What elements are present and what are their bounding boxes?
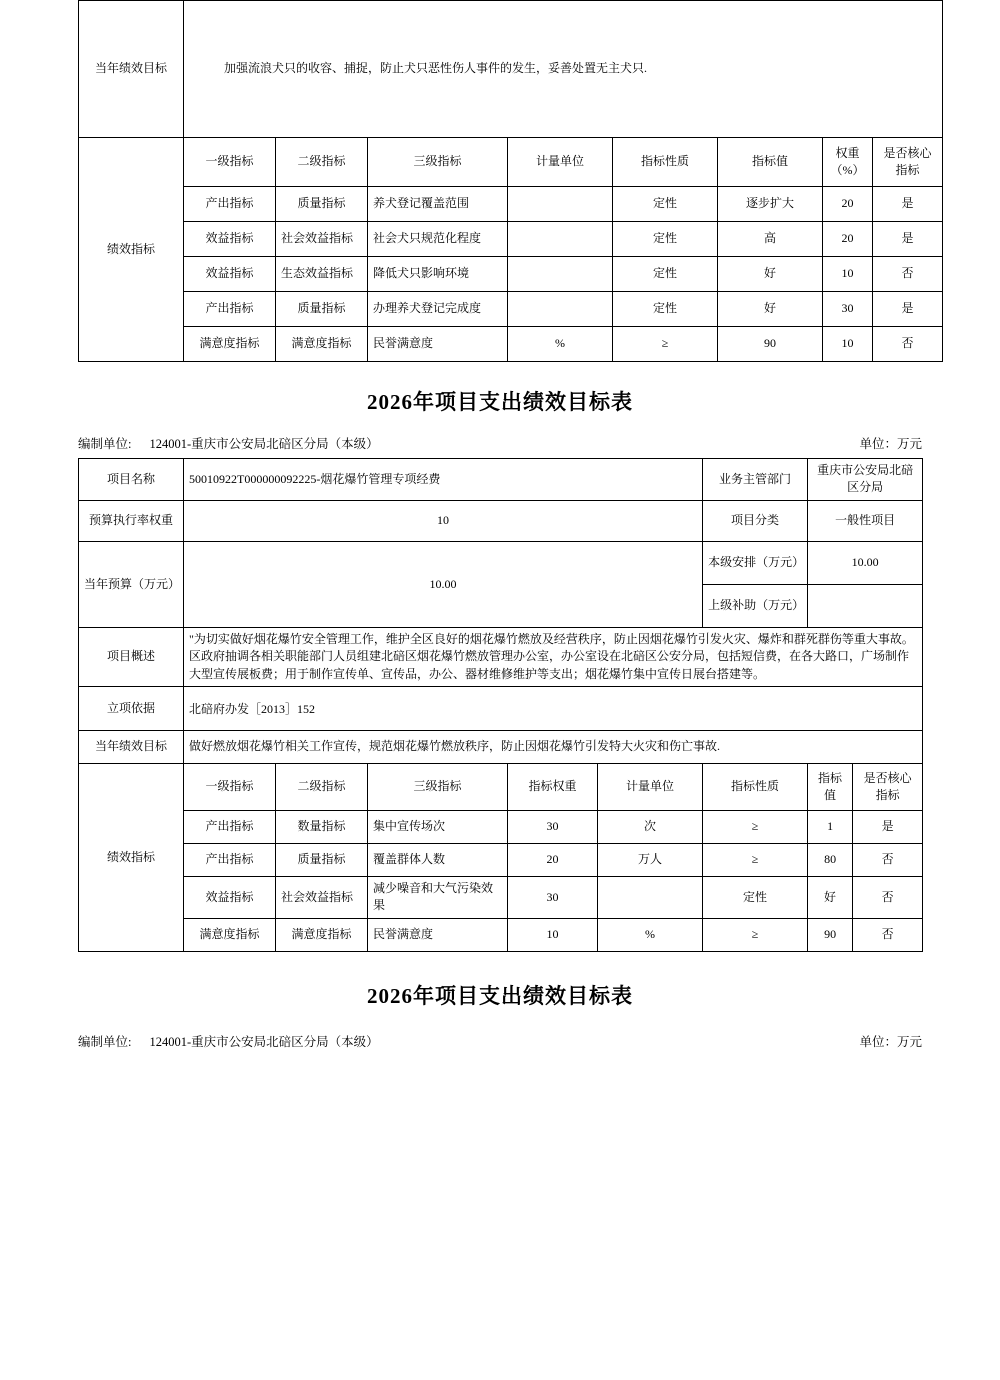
exec-rate-value: 10 <box>184 500 703 541</box>
header-indicator-weight: 指标权重 <box>508 763 598 810</box>
cell-indicator-weight: 10 <box>508 918 598 951</box>
cell-level1: 产出指标 <box>184 292 276 327</box>
upper-subsidy-label: 上级补助（万元） <box>703 584 808 627</box>
next-page-title: 2026年项目支出绩效目标表 <box>367 983 633 1008</box>
project-name-value: 50010922T000000092225-烟花爆竹管理专项经费 <box>184 459 703 501</box>
cell-level2: 社会效益指标 <box>276 876 368 918</box>
table-row <box>79 257 943 292</box>
meta-unit-label: 编制单位: <box>78 1034 132 1049</box>
budget-label: 当年预算（万元） <box>79 541 184 627</box>
header-level1: 一级指标 <box>184 763 276 810</box>
cell-indicator-weight: 30 <box>508 876 598 918</box>
cell-value: 90 <box>808 918 853 951</box>
cell-level2: 质量指标 <box>276 187 368 222</box>
cell-unit <box>508 292 613 327</box>
cell-nature: ≥ <box>703 918 808 951</box>
header-value: 指标值 <box>808 763 853 810</box>
cell-value: 好 <box>718 257 823 292</box>
cell-level2: 质量指标 <box>276 292 368 327</box>
cell-unit <box>598 876 703 918</box>
table-row <box>79 500 923 541</box>
cell-level3: 覆盖群体人数 <box>368 843 508 876</box>
table-row <box>79 730 923 763</box>
header-nature: 指标性质 <box>613 138 718 187</box>
meta-unit-value: 124001-重庆市公安局北碚区分局（本级） <box>149 1034 379 1049</box>
project-overview-text: "为切实做好烟花爆竹安全管理工作，维护全区良好的烟花爆竹燃放及经营秩序，防止因烟花爆竹引发火灾、爆炸和群死群伤等重大事故。区政府抽调各相关职能部门人员组建北碚区烟花爆竹燃放管理办公室，办公室设在北碚区公安分局，包括短信费，在各大路口，广场制作大型宣传展板费；用于制作宣传单、宣传品，办公、器材维修维护等支出；烟花爆竹集中宣传日展台搭建等。 <box>184 627 923 686</box>
performance-goal-table-top <box>78 0 943 362</box>
cell-level1: 满意度指标 <box>184 327 276 362</box>
header-unit: 计量单位 <box>598 763 703 810</box>
header-level3: 三级指标 <box>368 763 508 810</box>
table-row <box>79 292 943 327</box>
performance-indicator-label: 绩效指标 <box>79 763 184 951</box>
page-title: 2026年项目支出绩效目标表 <box>367 390 633 414</box>
cell-level3: 集中宣传场次 <box>368 810 508 843</box>
cell-weight: 20 <box>823 222 873 257</box>
header-unit: 计量单位 <box>508 138 613 187</box>
local-arrangement-value: 10.00 <box>808 541 923 584</box>
cell-level3: 民誉满意度 <box>368 327 508 362</box>
meta-unit-value: 124001-重庆市公安局北碚区分局（本级） <box>149 437 379 451</box>
cell-level2: 质量指标 <box>276 843 368 876</box>
cell-nature: ≥ <box>703 810 808 843</box>
cell-nature: 定性 <box>613 257 718 292</box>
annual-goal-text: 做好燃放烟花爆竹相关工作宣传，规范烟花爆竹燃放秩序，防止因烟花爆竹引发特大火灾和伤亡事故. <box>184 730 923 763</box>
table-row <box>79 627 923 686</box>
meta-amount-unit: 单位：万元 <box>859 437 922 451</box>
table-row <box>79 876 923 918</box>
meta-unit-label: 编制单位: <box>78 437 132 451</box>
cell-nature: 定性 <box>613 222 718 257</box>
cell-level3: 社会犬只规范化程度 <box>368 222 508 257</box>
header-level3: 三级指标 <box>368 138 508 187</box>
cell-core: 是 <box>873 292 943 327</box>
cell-weight: 10 <box>823 327 873 362</box>
table-row <box>79 222 943 257</box>
dept-value: 重庆市公安局北碚区分局 <box>808 459 923 501</box>
header-weight: 权重（%） <box>823 138 873 187</box>
cell-level3: 降低犬只影响环境 <box>368 257 508 292</box>
cell-core: 否 <box>853 876 923 918</box>
table-row <box>79 1 943 138</box>
cell-core: 否 <box>853 843 923 876</box>
cell-level3: 民誉满意度 <box>368 918 508 951</box>
table-row <box>79 187 943 222</box>
cell-level2: 数量指标 <box>276 810 368 843</box>
project-basis-text: 北碚府办发［2013］152 <box>184 686 923 730</box>
cell-core: 否 <box>873 327 943 362</box>
cell-level1: 产出指标 <box>184 810 276 843</box>
cell-nature: 定性 <box>613 292 718 327</box>
cell-core: 否 <box>853 918 923 951</box>
cell-weight: 30 <box>823 292 873 327</box>
project-name-label: 项目名称 <box>79 459 184 501</box>
document-meta <box>78 434 922 452</box>
local-arrangement-label: 本级安排（万元） <box>703 541 808 584</box>
cell-value: 80 <box>808 843 853 876</box>
dept-label: 业务主管部门 <box>703 459 808 501</box>
cell-indicator-weight: 30 <box>508 810 598 843</box>
cell-level3: 办理养犬登记完成度 <box>368 292 508 327</box>
project-basis-label: 立项依据 <box>79 686 184 730</box>
cell-level1: 产出指标 <box>184 843 276 876</box>
cell-level1: 产出指标 <box>184 187 276 222</box>
cell-nature: ≥ <box>613 327 718 362</box>
table-row <box>79 459 923 501</box>
cell-nature: 定性 <box>613 187 718 222</box>
cell-level1: 满意度指标 <box>184 918 276 951</box>
header-level2: 二级指标 <box>276 763 368 810</box>
upper-subsidy-value <box>808 584 923 627</box>
cell-level2: 满意度指标 <box>276 327 368 362</box>
next-document-meta <box>78 1032 922 1050</box>
cell-unit <box>508 257 613 292</box>
cell-value: 逐步扩大 <box>718 187 823 222</box>
cell-core: 是 <box>873 187 943 222</box>
cell-value: 好 <box>718 292 823 327</box>
cell-level2: 满意度指标 <box>276 918 368 951</box>
budget-value: 10.00 <box>184 541 703 627</box>
table-header-row <box>79 763 923 810</box>
header-level2: 二级指标 <box>276 138 368 187</box>
header-core: 是否核心指标 <box>853 763 923 810</box>
exec-rate-label: 预算执行率权重 <box>79 500 184 541</box>
cell-unit <box>508 222 613 257</box>
table-row <box>79 686 923 730</box>
category-label: 项目分类 <box>703 500 808 541</box>
header-core: 是否核心指标 <box>873 138 943 187</box>
cell-unit: 万人 <box>598 843 703 876</box>
cell-value: 高 <box>718 222 823 257</box>
table-row <box>79 541 923 584</box>
cell-unit <box>508 187 613 222</box>
cell-value: 1 <box>808 810 853 843</box>
cell-unit: % <box>508 327 613 362</box>
cell-level2: 生态效益指标 <box>276 257 368 292</box>
header-level1: 一级指标 <box>184 138 276 187</box>
cell-value: 好 <box>808 876 853 918</box>
cell-nature: ≥ <box>703 843 808 876</box>
cell-level2: 社会效益指标 <box>276 222 368 257</box>
header-nature: 指标性质 <box>703 763 808 810</box>
cell-level1: 效益指标 <box>184 876 276 918</box>
annual-goal-label: 当年绩效目标 <box>79 1 184 138</box>
cell-unit: % <box>598 918 703 951</box>
cell-core: 否 <box>873 257 943 292</box>
cell-level1: 效益指标 <box>184 222 276 257</box>
annual-goal-text: 加强流浪犬只的收容、捕捉，防止犬只恶性伤人事件的发生，妥善处置无主犬只. <box>184 1 943 138</box>
table-row <box>79 327 943 362</box>
cell-level3: 减少噪音和大气污染效果 <box>368 876 508 918</box>
cell-weight: 20 <box>823 187 873 222</box>
cell-level3: 养犬登记覆盖范围 <box>368 187 508 222</box>
category-value: 一般性项目 <box>808 500 923 541</box>
project-performance-table <box>78 458 923 952</box>
table-row <box>79 810 923 843</box>
table-header-row <box>79 138 943 187</box>
performance-indicator-label: 绩效指标 <box>79 138 184 362</box>
cell-core: 是 <box>853 810 923 843</box>
cell-nature: 定性 <box>703 876 808 918</box>
cell-level1: 效益指标 <box>184 257 276 292</box>
table-row <box>79 918 923 951</box>
cell-unit: 次 <box>598 810 703 843</box>
cell-value: 90 <box>718 327 823 362</box>
header-value: 指标值 <box>718 138 823 187</box>
meta-amount-unit: 单位：万元 <box>859 1034 922 1049</box>
cell-indicator-weight: 20 <box>508 843 598 876</box>
cell-weight: 10 <box>823 257 873 292</box>
cell-core: 是 <box>873 222 943 257</box>
table-row <box>79 843 923 876</box>
annual-goal-label: 当年绩效目标 <box>79 730 184 763</box>
project-overview-label: 项目概述 <box>79 627 184 686</box>
